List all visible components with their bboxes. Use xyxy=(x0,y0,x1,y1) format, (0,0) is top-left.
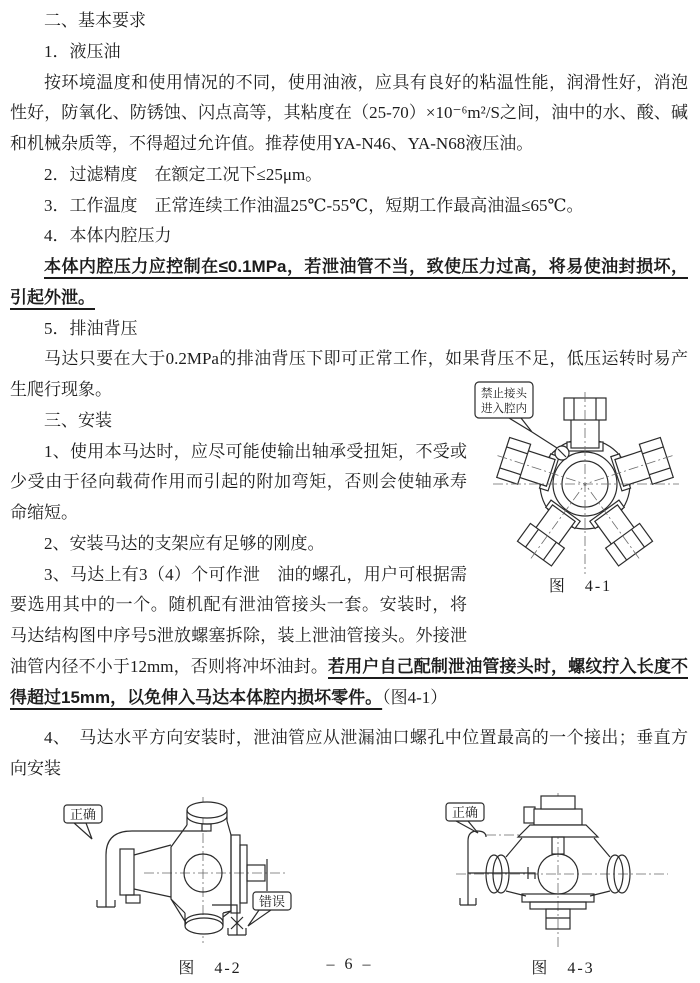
correct-callout xyxy=(446,803,484,833)
figures-row xyxy=(10,793,688,979)
no-fitting-callout xyxy=(475,382,557,448)
filter-precision-line: 2．过滤精度 在额定工况下≤25μm。 xyxy=(44,164,323,184)
drain-plug xyxy=(555,446,569,460)
install-3-normal-text: 3、马达上有3（4）个可作泄 油的螺孔，用户可根据需要选用其中的一个。随机配有泄油管接头一套。安装时，将马达结构图中序号5泄放螺塞拆除，装上泄油管接头。外接泄油管内径不小于12mm，否则将冲坏油封。 xyxy=(10,564,467,676)
page-number: – 6 – xyxy=(326,956,374,973)
figure-4-2-caption: 图 4-2 xyxy=(178,959,242,977)
wrong-label: 错误 xyxy=(258,893,286,909)
install-3-bold-warning: 若用户自己配制泄油管接头时，螺纹拧入长度不得超过15mm，以免伸入马达本体腔内损坏零件。 xyxy=(10,656,688,707)
section-3-heading: 三、安装 xyxy=(44,410,112,430)
figure-4-3-drawing xyxy=(418,793,700,953)
figure-4-1 xyxy=(473,387,688,646)
install-item-2: 2、安装马达的支架应有足够的刚度。 xyxy=(44,533,325,553)
motor-side-view xyxy=(120,802,267,934)
callout-line-2: 进入腔内 xyxy=(481,402,527,415)
install-item-1: 1、使用本马达时，应尽可能使输出轴承受扭矩，不受或少受由于径向载荷作用而引起的附加弯矩，否则会使轴承寿命缩短。 xyxy=(10,441,467,522)
install-item-4: 4、 马达水平方向安装时，泄油管应从泄漏油口螺孔中位置最高的一个接出；垂直方向安装 xyxy=(10,728,688,778)
correct-drain-pipe xyxy=(97,824,211,907)
backpressure-heading: 5．排油背压 xyxy=(44,318,138,338)
figure-4-1-drawing xyxy=(473,380,685,576)
figure-4-3-caption: 图 4-3 xyxy=(531,959,595,977)
section-2-heading: 二、基本要求 xyxy=(44,11,146,30)
figure-4-2 xyxy=(60,793,360,980)
oil-paragraph: 按环境温度和使用情况的不同，使用油液，应具有良好的粘温性能，润滑性好，消泡性好，防氧化、防锈蚀、闪点高等，其粘度在（25-70）×10⁻⁶m²/S之间，油中的水、酸、碱和机械杂质等，不得超过允许值。推荐使用YA-N46、YA-N68液压油。 xyxy=(10,72,688,153)
motor-vertical-view xyxy=(486,796,630,929)
work-temperature-line: 3．工作温度 正常连续工作油温25℃-55℃，短期工作最高油温≤65℃。 xyxy=(44,195,584,215)
install-3-figure-ref: （图4-1） xyxy=(382,687,448,707)
cavity-pressure-heading: 4．本体内腔压力 xyxy=(44,226,172,246)
correct-label: 正确 xyxy=(69,806,97,822)
correct-callout xyxy=(64,805,102,839)
backpressure-paragraph: 马达只要在大于0.2MPa的排油背压下即可正常工作，如果背压不足，低压运转时易产生爬行现象。 xyxy=(10,349,688,399)
correct-label: 正确 xyxy=(451,804,479,820)
figure-4-1-caption: 图 4-1 xyxy=(548,577,613,595)
oil-heading: 1．液压油 xyxy=(44,41,121,61)
callout-line-1: 禁止接头 xyxy=(481,387,527,400)
figure-4-2-drawing xyxy=(60,793,360,953)
cavity-warning-text: 本体内腔压力应控制在≤0.1MPa，若泄油管不当，致使压力过高，将易使油封损坏，引起外泄。 xyxy=(10,257,688,307)
cavity-pressure-warning xyxy=(10,252,688,314)
wrong-callout xyxy=(248,892,291,926)
figure-4-3 xyxy=(418,793,700,980)
